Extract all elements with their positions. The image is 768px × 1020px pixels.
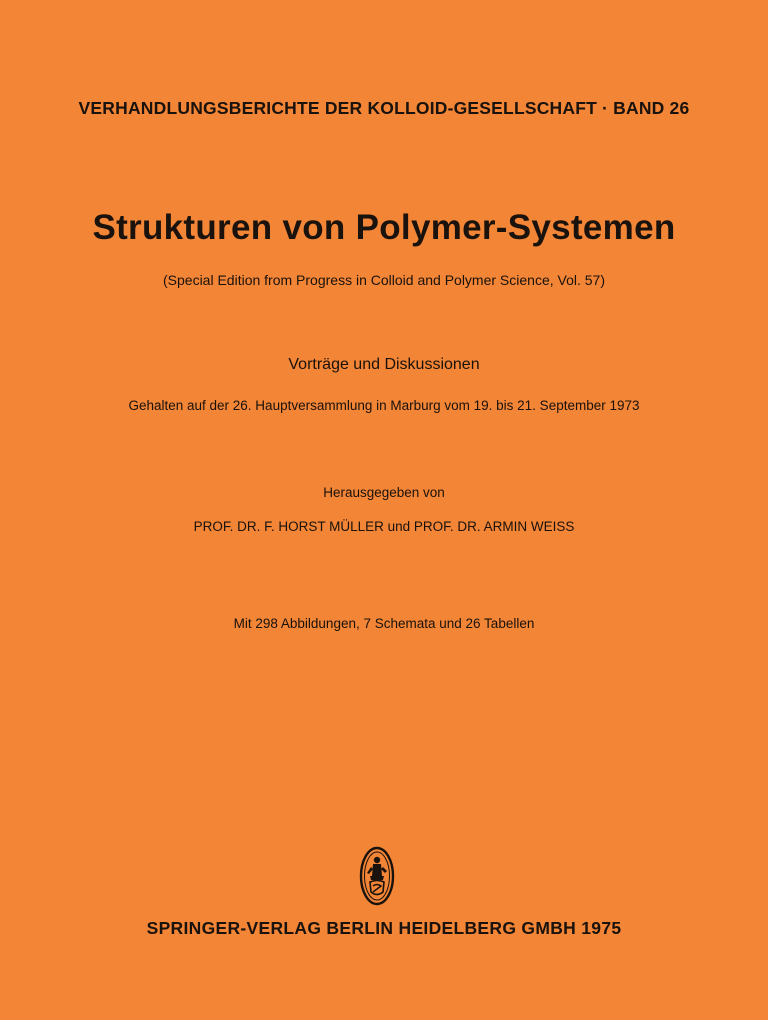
meeting-info: Gehalten auf der 26. Hauptversammlung in Marburg vom 19. bis 21. September 1973 bbox=[128, 398, 640, 413]
figures-count: Mit 298 Abbildungen, 7 Schemata und 26 Tabellen bbox=[233, 616, 535, 631]
series-title: VERHANDLUNGSBERICHTE DER KOLLOID-GESELLSCHAFT · BAND 26 bbox=[78, 98, 690, 118]
book-subtitle: (Special Edition from Progress in Colloid and Polymer Science, Vol. 57) bbox=[163, 272, 605, 288]
springer-knight-logo-icon bbox=[358, 846, 396, 906]
edited-by-label: Herausgegeben von bbox=[323, 485, 445, 500]
lectures-line: Vorträge und Diskussionen bbox=[288, 356, 480, 373]
publisher-line: SPRINGER-VERLAG BERLIN HEIDELBERG GMBH 1975 bbox=[146, 918, 622, 938]
editors-line: PROF. DR. F. HORST MÜLLER und PROF. DR. ARMIN WEISS bbox=[193, 519, 575, 534]
book-title: Strukturen von Polymer-Systemen bbox=[92, 208, 676, 247]
